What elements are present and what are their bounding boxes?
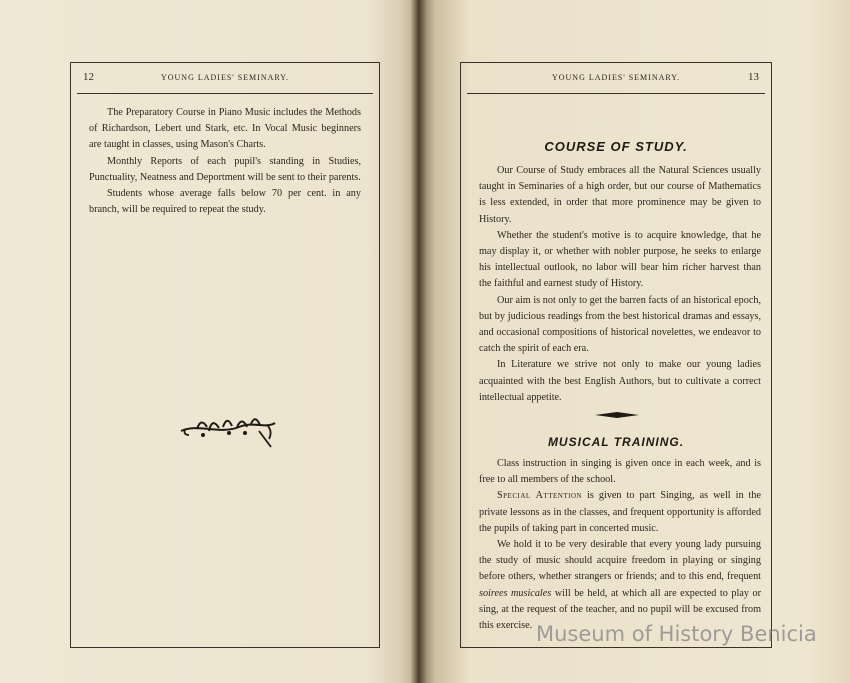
left-header bbox=[71, 71, 379, 87]
left-page bbox=[0, 0, 418, 683]
musical-training-heading: MUSICAL TRAINING. bbox=[547, 435, 685, 449]
music-paragraph-rest: is given to part Singing, as well in the private lessons as in the classes, and frequent opportunity is afforded the pupils of taking part in concerted music. bbox=[479, 490, 761, 534]
floral-ornament-icon bbox=[179, 409, 279, 451]
right-page-number: 13 bbox=[748, 71, 759, 83]
music-paragraph bbox=[479, 488, 761, 537]
left-running-head: YOUNG LADIES' SEMINARY. bbox=[160, 73, 290, 82]
left-page-number: 12 bbox=[83, 71, 94, 83]
course-paragraph: Our Course of Study embraces all the Natural Sciences usually taught in Seminaries of a high order, but our course of Mathematics is less extended, in order that more prominence may be given to History. bbox=[479, 165, 761, 225]
watermark: Museum of History Benicia bbox=[536, 622, 817, 646]
left-paragraph: Students whose average falls below 70 per cent. in any branch, will be required to repeat the study. bbox=[89, 188, 361, 216]
left-paragraph: Monthly Reports of each pupil's standing in Studies, Punctuality, Neatness and Deportment will be sent to their parents. bbox=[89, 155, 361, 183]
course-of-study-text bbox=[479, 163, 761, 406]
left-header-rule bbox=[77, 93, 373, 94]
right-header bbox=[461, 71, 771, 87]
right-page-frame bbox=[460, 62, 772, 648]
special-attention-text: Special Attention bbox=[497, 490, 583, 502]
right-page bbox=[418, 0, 850, 683]
music-paragraph: Class instruction in singing is given once in each week, and is free to all members of the school. bbox=[479, 458, 761, 486]
soirees-musicales-text: soirees musicales bbox=[479, 587, 552, 599]
course-paragraph: Our aim is not only to get the barren facts of an historical epoch, but by judicious readings from the best historical dramas and essays, and occasional compositions of historical novelettes, we endeavor to catch the spirit of each era. bbox=[479, 294, 761, 355]
course-of-study-heading: COURSE OF STUDY. bbox=[544, 139, 688, 154]
divider-ornament-icon bbox=[595, 411, 639, 419]
music-paragraph bbox=[479, 537, 761, 634]
right-header-rule bbox=[467, 93, 765, 94]
left-paragraph: The Preparatory Course in Piano Music includes the Methods of Richardson, Lebert und Stark, etc. In Vocal Music beginners are taught in classes, using Mason's Charts. bbox=[89, 107, 361, 151]
music-paragraph-part: We hold it to be very desirable that every young lady pursuing the study of music should acquire freedom in playing or singing before others, whether strangers or friends; and to this end, frequent bbox=[479, 539, 761, 583]
music-paragraph-part: will be held, at which all are expected to play or sing, at the request of the teacher, and no pupil will be excused from this exercise. bbox=[479, 587, 761, 632]
book-gutter bbox=[410, 0, 426, 683]
course-paragraph: In Literature we strive not only to make our young ladies acquainted with the best English Authors, but to cultivate a correct intellectual appetite. bbox=[479, 359, 761, 403]
left-body-text bbox=[89, 105, 361, 218]
left-page-frame bbox=[70, 62, 380, 648]
course-paragraph: Whether the student's motive is to acquire knowledge, that he may display it, or whether with nobler purpose, he seeks to enlarge his intellectual outlook, no labor will bear him richer harvest than the faithful and earnest study of History. bbox=[479, 229, 761, 290]
musical-training-text bbox=[479, 456, 761, 634]
right-running-head: YOUNG LADIES' SEMINARY. bbox=[551, 73, 681, 82]
